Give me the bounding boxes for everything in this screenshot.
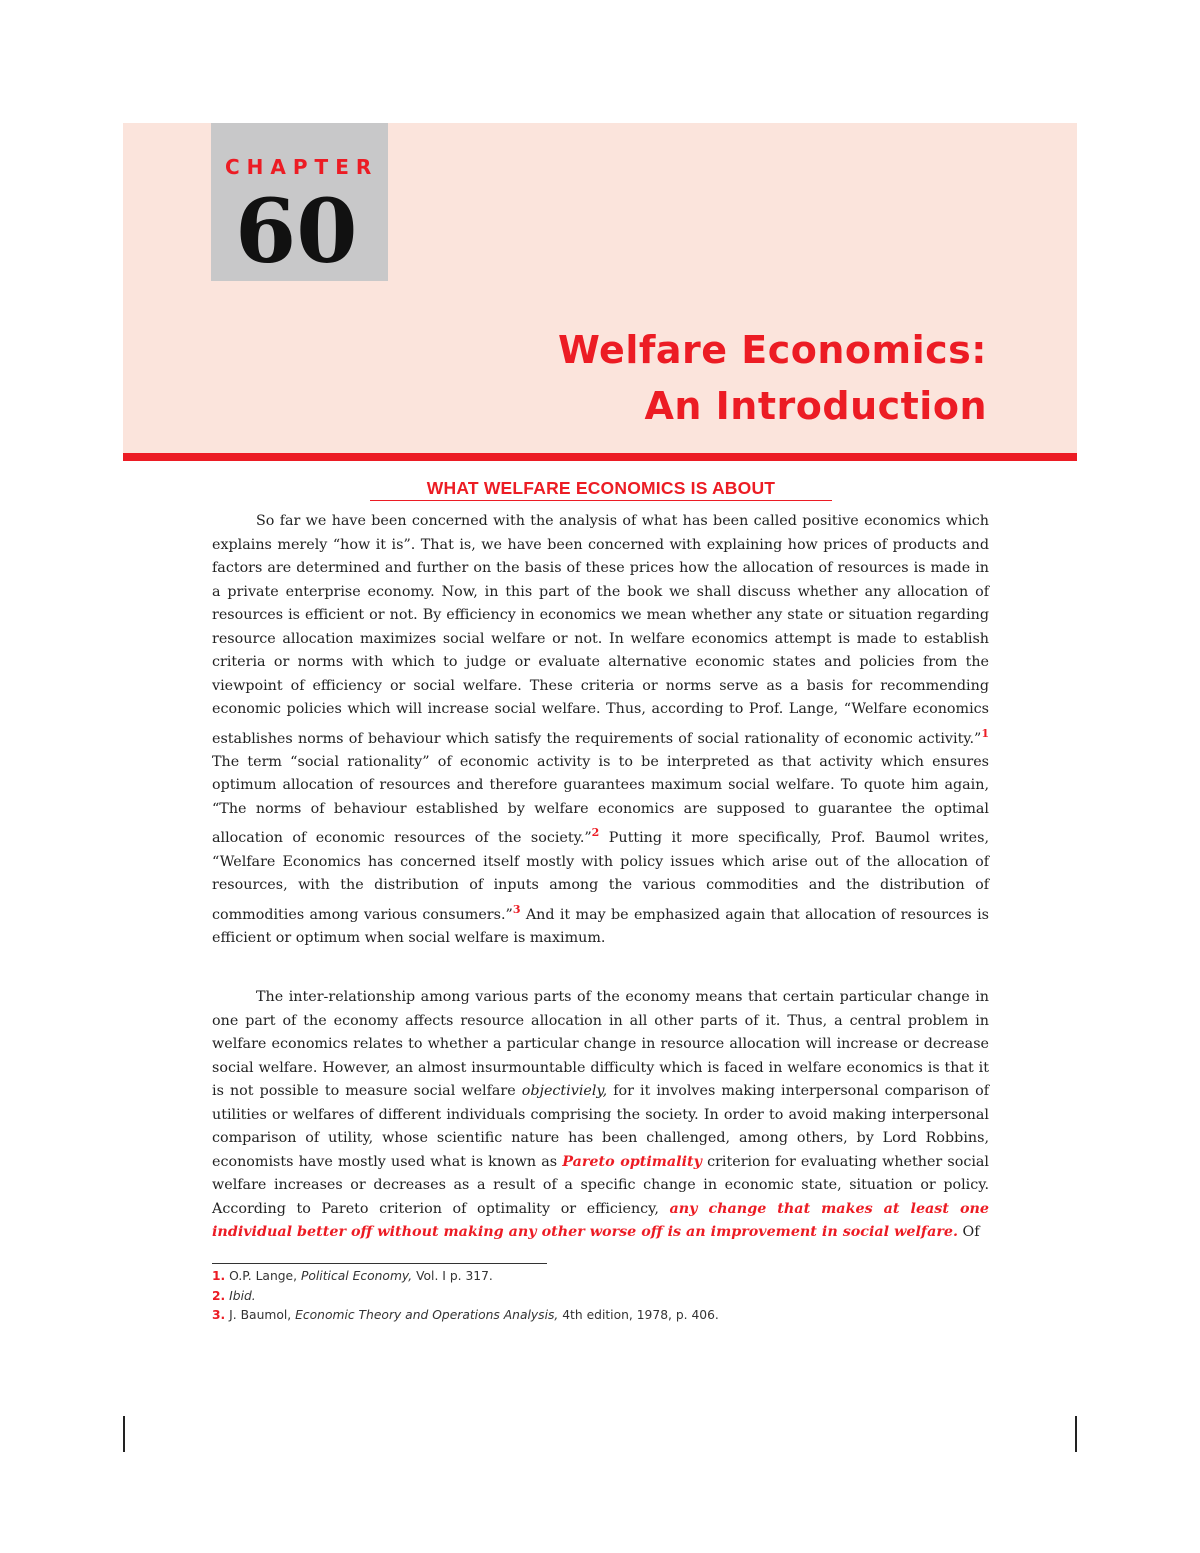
chapter-label: CHAPTER xyxy=(225,155,379,179)
key-definition-pareto-criterion: any change that makes at least one individual better off without making any other worse off is an improvement in social welfare. xyxy=(212,1200,989,1240)
footnote-text: 4th edition, 1978, p. 406. xyxy=(558,1308,719,1322)
footnote-text: J. Baumol, xyxy=(229,1308,296,1322)
footnotes xyxy=(212,1267,989,1326)
section-heading: WHAT WELFARE ECONOMICS IS ABOUT xyxy=(370,478,832,501)
footnote-2 xyxy=(212,1287,989,1307)
paragraph-text: Putting it more specifically, Prof. Baumol writes, “Welfare Economics has concerned itself mostly with policy issues which arise out of the allocation of resources, with the distribution of inputs among the various commodities and the distribution of commodities among various consumers.” xyxy=(212,830,989,923)
body-paragraph-2 xyxy=(212,986,989,1245)
paragraph-text: for it involves making interpersonal comparison of utilities or welfares of different individuals comprising the society. In order to avoid making interpersonal comparison of utility, whose scientific nature has been challenged, among others, by Lord Robbins, economists have mostly used what is known as xyxy=(212,1083,989,1170)
key-term-pareto-optimality: Pareto optimality xyxy=(562,1153,702,1170)
paragraph-text: criterion for evaluating whether social welfare increases or decreases as a result of a specific change in economic state, situation or policy. According to Pareto criterion of optimality or efficiency, xyxy=(212,1153,989,1217)
footnote-source-title: Economic Theory and Operations Analysis, xyxy=(295,1308,559,1322)
footnote-text: O.P. Lange, xyxy=(229,1269,301,1283)
chapter-title-line-1: Welfare Economics: xyxy=(558,328,987,372)
body-paragraph-1 xyxy=(212,510,989,950)
footnote-ref-3[interactable]: 3 xyxy=(512,902,521,916)
chapter-number-box xyxy=(211,123,388,281)
chapter-title-line-2: An Introduction xyxy=(644,384,987,428)
paragraph-text: So far we have been concerned with the analysis of what has been called positive economics which explains merely “how it is”. That is, we have been concerned with explaining how prices of products and factors are determined and further on the basis of these prices how the allocation of resources is made in a private enterprise economy. Now, in this part of the book we shall discuss whether any allocation of resources is efficient or not. By efficiency in economics we mean whether any state or situation regarding resource allocation maximizes social welfare or not. In welfare economics attempt is made to establish criteria or norms with which to judge or evaluate alternative economic states and policies from the viewpoint of efficiency or social welfare. These criteria or norms serve as a basis for recommending economic policies which will increase social welfare. Thus, according to Prof. Lange, “Welfare economics establishes norms of behaviour which satisfy the requirements of social rationality of economic activity.” xyxy=(212,513,989,747)
footnote-1 xyxy=(212,1267,989,1287)
footnote-ref-2[interactable]: 2 xyxy=(591,826,600,840)
footnote-divider xyxy=(212,1263,547,1264)
footnote-text: Vol. I p. 317. xyxy=(412,1269,493,1283)
paragraph-text: The inter-relationship among various parts of the economy means that certain particular change in one part of the economy affects resource allocation in all other parts of it. Thus, a central problem in welfare economics relates to whether a particular change in resource allocation will increase or decrease social welfare. However, an almost insurmountable difficulty which is faced in welfare economics is that it is not possible to measure social welfare xyxy=(212,989,989,1099)
footnote-source-title: Political Economy, xyxy=(300,1269,413,1283)
paragraph-text: And it may be emphasized again that allocation of resources is efficient or optimum when social welfare is maximum. xyxy=(212,906,989,946)
crop-mark-right xyxy=(1075,1416,1077,1452)
emphasis-text: objectiviely, xyxy=(521,1083,608,1099)
footnote-ref-1[interactable]: 1 xyxy=(981,726,989,740)
footnote-source-title: Ibid. xyxy=(229,1288,256,1303)
paragraph-text: The term “social rationality” of economic activity is to be interpreted as that activity which ensures optimum allocation of resources and therefore guarantees maximum social welfare. To quote him again, “The norms of behaviour established by welfare economics are supposed to guarantee the optimal allocation of economic resources of the society.” xyxy=(212,753,989,847)
crop-mark-left xyxy=(123,1416,125,1452)
footnote-number: 1. xyxy=(212,1269,226,1283)
header-divider xyxy=(123,453,1077,461)
paragraph-text: Of xyxy=(957,1224,980,1240)
footnote-3 xyxy=(212,1306,989,1326)
chapter-number: 60 xyxy=(235,179,358,283)
footnote-number: 3. xyxy=(212,1308,226,1322)
footnote-number: 2. xyxy=(212,1288,226,1303)
